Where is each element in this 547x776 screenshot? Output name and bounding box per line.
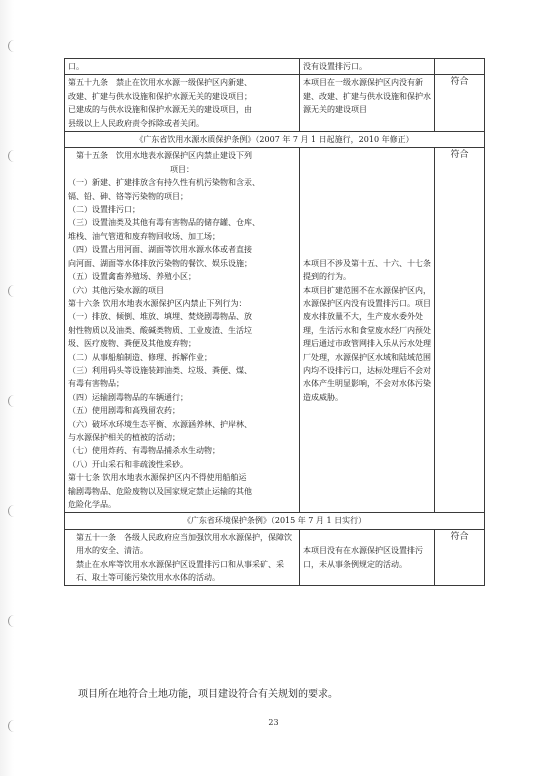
binding-hole-mark — [8, 505, 14, 517]
binding-hole-mark — [8, 615, 14, 627]
table-row — [65, 75, 485, 132]
binding-hole-mark — [8, 40, 14, 52]
compliance-table — [64, 58, 485, 586]
scan-margin — [0, 0, 14, 776]
regulation-line: 改建、扩建与供水设施和保护水源无关的建设项目； — [68, 91, 252, 101]
result-cell — [435, 59, 485, 75]
regulation-line: 第十七条 饮用水地表水源保护区内不得使用船舶运 — [68, 473, 247, 483]
regulation-line: 第十五条 饮用水地表水源保护区内禁止建设下列 — [76, 151, 252, 161]
regulation-line: 输剧毒物品、危险废物以及国家规定禁止运输的其他 — [68, 486, 252, 496]
regulation-cell — [65, 75, 300, 132]
regulation-line: 禁止在水库等饮用水水源保护区设置排污口和从事采矿、采石、取土等可能污染饮用水水体的活动。 — [76, 559, 284, 583]
binding-hole-mark — [8, 395, 14, 407]
regulation-line: 危险化学品。 — [68, 500, 116, 509]
regulation-line: 镉、铅、砷、铬等污染物的项目； — [68, 191, 188, 201]
regulation-cell — [65, 148, 300, 513]
regulation-line: （四）运输剧毒物品的车辆通行； — [68, 392, 188, 402]
page-number: 23 — [268, 718, 279, 727]
project-status-intro: 本项目不涉及第十五、十六、十七条提到的行为。 — [303, 258, 431, 282]
regulation-line: （一）新建、扩建排放含有持久性有机污染物和含汞、 — [68, 178, 260, 188]
regulation-title: 《广东省饮用水源水质保护条例》（2007 年 7 月 1 日起施行，2010 年修正） — [65, 132, 485, 148]
regulation-cell: 口。 — [65, 59, 300, 75]
table-row — [65, 148, 485, 513]
regulation-line: 第五十九条 禁止在饮用水水源一级保护区内新建、 — [68, 78, 252, 88]
table-row — [65, 529, 485, 586]
regulation-line: 第五十一条 各级人民政府应当加强饮用水水源保护，保障饮用水的安全、清洁。 — [76, 532, 292, 556]
regulation-line: （二）设置排污口； — [68, 205, 140, 215]
regulation-line: 射性物质以及油类、酸碱类物质、工业废渣、生活垃 — [68, 325, 252, 335]
regulation-line: （七）使用炸药、有毒物品捕杀水生动物； — [68, 446, 220, 456]
project-status-text: 本项目扩建范围不在水源保护区内，水源保护区内没有设置排污口。项目废水排放量不大，生产废水委外处理，生活污水和食堂废水经厂内预处理后通过市政管网排入乐从污水处理厂处理，水源保护区水域和陆域范围内均不设排污口，达标处理后不会对水体产生明显影响，不会对水体污染造成威胁。 — [303, 285, 431, 402]
regulation-line: 第十六条 饮用水地表水源保护区内禁止下列行为： — [68, 298, 247, 308]
binding-hole-mark — [8, 285, 14, 297]
result-cell: 符合 — [435, 529, 485, 586]
project-status-cell: 本项目没有在水源保护区设置排污口，未从事条例规定的活动。 — [300, 529, 435, 586]
regulation-line: （三）利用码头等设施装卸油类、垃圾、粪便、煤、 — [68, 365, 252, 375]
regulation-line: 有毒有害物品； — [68, 379, 124, 389]
regulation-line: （六）其他污染水源的项目 — [68, 285, 164, 295]
regulation-cell — [65, 529, 300, 586]
project-status-cell: 本项目在一级水源保护区内没有新建、改建、扩建与供水设施和保护水源无关的建设项目 — [300, 75, 435, 132]
regulation-line: 向河面、湖面等水体排放污染物的餐饮、娱乐设施； — [68, 258, 252, 268]
table-row — [65, 59, 485, 75]
conclusion-text: 项目所在地符合土地功能，项目建设符合有关规划的要求。 — [78, 689, 338, 700]
regulation-line: 项目： — [170, 164, 194, 174]
regulation-line: （二）从事船舶制造、修理、拆解作业； — [68, 352, 212, 362]
table-row — [65, 132, 485, 148]
regulation-line: 已建成的与供水设施和保护水源无关的建设项目，由 — [68, 105, 252, 115]
regulation-line: （一）排放、倾倒、堆放、填埋、焚烧剧毒物品、放 — [68, 312, 252, 322]
regulation-line: 与水源保护相关的植被的活动； — [68, 432, 180, 442]
regulation-title: 《广东省环境保护条例》（2015 年 7 月 1 日实行） — [65, 513, 485, 529]
regulation-line: （八）开山采石和非疏浚性采砂。 — [68, 459, 188, 469]
project-status-cell: 没有设置排污口。 — [300, 59, 435, 75]
result-cell: 符合 — [435, 148, 485, 513]
regulation-line: 堆栈、油气管道和废弃物回收场、加工场； — [68, 231, 220, 241]
regulation-line: （五）设置禽畜养殖场、养殖小区； — [68, 272, 196, 282]
table-row — [65, 513, 485, 529]
regulation-line: （五）使用剧毒和高残留农药； — [68, 406, 180, 416]
regulation-line: 县级以上人民政府责令拆除或者关闭。 — [68, 118, 204, 128]
regulation-line: （四）设置占用河面、湖面等饮用水源水体或者直接 — [68, 245, 252, 255]
regulation-line: （三）设置油类及其他有毒有害物品的储存罐、仓库、 — [68, 218, 260, 228]
regulation-line: 圾、医疗废物、粪便及其他废弃物； — [68, 339, 196, 349]
result-cell: 符合 — [435, 75, 485, 132]
project-status-cell — [300, 148, 435, 513]
regulation-line: （六）破坏水环境生态平衡、水源涵养林、护岸林、 — [68, 419, 252, 429]
binding-hole-mark — [8, 150, 14, 162]
